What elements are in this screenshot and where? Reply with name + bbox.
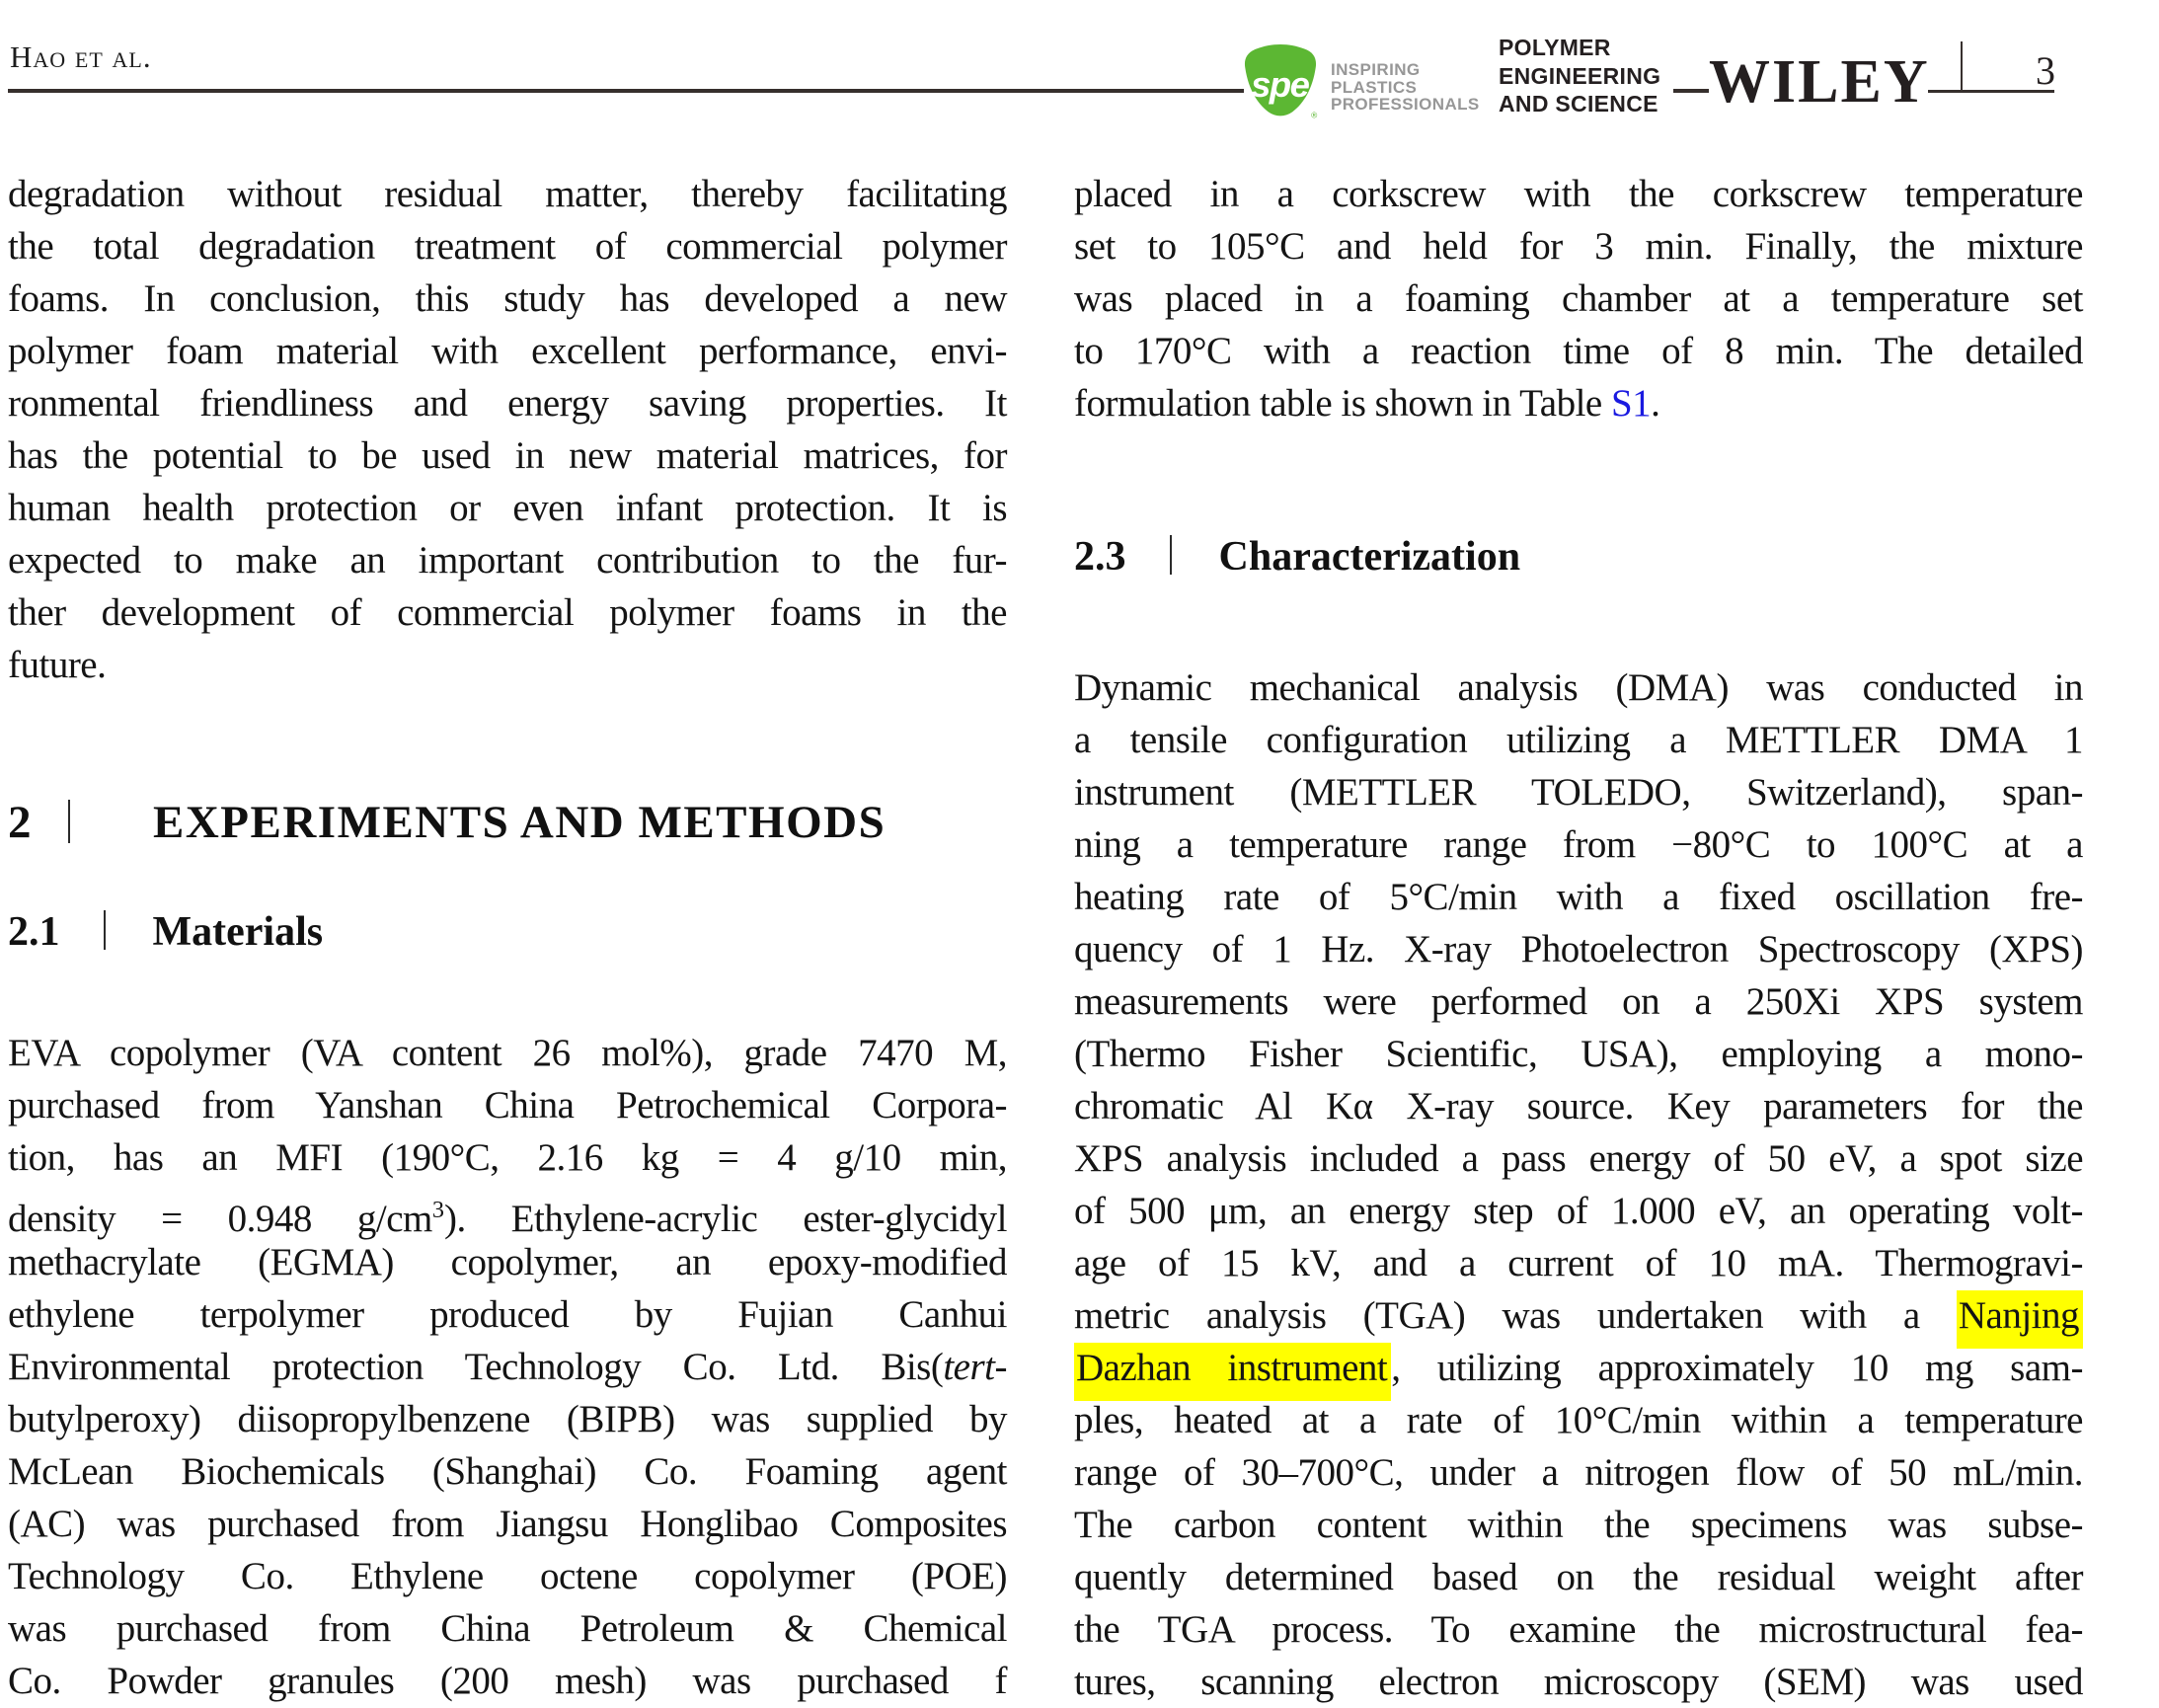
text-run: methacrylate (EGMA) copolymer, an epoxy-modified	[8, 1241, 1007, 1283]
text-line	[1074, 377, 2083, 429]
text-line	[1074, 766, 2083, 818]
spe-tagline-line: INSPIRING	[1331, 60, 1421, 79]
text-run: polymer foam material with excellent performance, envi-	[8, 330, 1007, 372]
text-run: set to 105°C and held for 3 min. Finally, the mixture	[1074, 225, 2083, 268]
text-run: ethylene terpolymer produced by Fujian Canhui	[8, 1293, 1007, 1336]
text-run: metric analysis (TGA) was undertaken with a	[1074, 1294, 1957, 1337]
text-run: .	[1651, 382, 1660, 425]
text-line	[1074, 1394, 2083, 1446]
text-run: foams. In conclusion, this study has developed a new	[8, 277, 1007, 320]
text-run: has the potential to be used in new material matrices, for	[8, 434, 1007, 477]
subsection-heading-characterization	[1074, 533, 2083, 581]
text-line	[1074, 1446, 2083, 1499]
text-run: McLean Biochemicals (Shanghai) Co. Foaming agent	[8, 1450, 1007, 1493]
spe-tagline-line: PLASTICS	[1331, 77, 1418, 97]
text-line	[1074, 923, 2083, 975]
text-run: Technology Co. Ethylene octene copolymer (POE)	[8, 1555, 1007, 1597]
text-run: -	[994, 1346, 1007, 1388]
table-s1-link[interactable]: S1	[1610, 382, 1652, 425]
text-run: EVA copolymer (VA content 26 mol%), grade 7470 M,	[8, 1032, 1007, 1074]
text-line	[1074, 1080, 2083, 1132]
text-run: density = 0.948 g/cm	[8, 1198, 432, 1240]
text-run: was placed in a foaming chamber at a temperature set	[1074, 277, 2083, 320]
text-run: measurements were performed on a 250Xi XPS system	[1074, 980, 2083, 1023]
text-line	[8, 1079, 1007, 1131]
heading-divider	[104, 910, 106, 950]
text-run: the total degradation treatment of commercial polymer	[8, 225, 1007, 268]
text-run: ning a temperature range from −80°C to 100°C at a	[1074, 823, 2083, 866]
subsection-title: Characterization	[1218, 534, 1521, 580]
journal-logo-line: POLYMER	[1499, 35, 1611, 60]
section-title: EXPERIMENTS AND METHODS	[153, 797, 887, 848]
section-number: 2	[8, 797, 33, 848]
text-line	[1074, 714, 2083, 766]
text-line	[8, 1288, 1007, 1341]
text-line	[8, 1131, 1007, 1184]
text-line	[8, 1445, 1007, 1498]
text-line	[1074, 272, 2083, 325]
spe-tagline	[1331, 61, 1480, 114]
text-run: purchased from Yanshan China Petrochemical Corpora-	[8, 1084, 1007, 1126]
header-rule-mid	[1673, 89, 1709, 93]
text-run: chromatic Al Kα X-ray source. Key parameters for the	[1074, 1085, 2083, 1127]
text-run: expected to make an important contribution to the fur-	[8, 539, 1007, 582]
text-line	[8, 377, 1007, 429]
text-line	[8, 482, 1007, 534]
text-line	[1074, 168, 2083, 220]
text-run: range of 30–700°C, under a nitrogen flow of 50 mL/min.	[1074, 1451, 2083, 1494]
text-line	[8, 1550, 1007, 1602]
text-line	[8, 1184, 1007, 1240]
text-line	[1074, 1028, 2083, 1080]
page-number-divider	[1961, 41, 1963, 91]
text-line	[8, 534, 1007, 586]
text-run: to 170°C with a reaction time of 8 min. The detailed	[1074, 330, 2083, 372]
text-run: XPS analysis included a pass energy of 50 eV, a spot size	[1074, 1137, 2083, 1180]
paragraph	[8, 168, 1007, 691]
highlighted-text: Dazhan instrument	[1074, 1343, 1391, 1401]
text-line	[8, 586, 1007, 639]
text-run: Environmental protection Technology Co. Ltd. Bis(	[8, 1346, 944, 1388]
text-run: butylperoxy) diisopropylbenzene (BIPB) was supplied by	[8, 1398, 1007, 1440]
text-run: age of 15 kV, and a current of 10 mA. Thermogravi-	[1074, 1242, 2083, 1284]
text-line	[1074, 871, 2083, 923]
text-run: (AC) was purchased from Jiangsu Honglibao Composites	[8, 1503, 1007, 1545]
text-line	[8, 168, 1007, 220]
text-run: formulation table is shown in Table	[1074, 382, 1611, 425]
page-number: 3	[2036, 48, 2055, 93]
text-run: quency of 1 Hz. X-ray Photoelectron Spectroscopy (XPS)	[1074, 928, 2083, 970]
journal-logo	[1499, 34, 1660, 118]
text-run: tion, has an MFI (190°C, 2.16 kg = 4 g/10 min,	[8, 1136, 1007, 1179]
subsection-title: Materials	[152, 909, 324, 955]
paragraph	[8, 1027, 1007, 1702]
text-run: a tensile configuration utilizing a METTLER DMA 1	[1074, 719, 2083, 761]
text-line	[8, 639, 1007, 691]
spe-logo-text: spe	[1251, 64, 1309, 106]
text-line	[1074, 1656, 2083, 1708]
section-heading-experiments	[8, 796, 1007, 849]
spe-tagline-line: PROFESSIONALS	[1331, 95, 1480, 114]
heading-divider	[68, 800, 70, 843]
text-line	[8, 1341, 1007, 1393]
text-run: The carbon content within the specimens was subse-	[1074, 1504, 2083, 1546]
running-head: Hao et al.	[10, 39, 152, 74]
highlighted-text: Nanjing	[1957, 1290, 2083, 1349]
text-run: human health protection or even infant protection. It is	[8, 487, 1007, 529]
text-line	[8, 1602, 1007, 1655]
text-line	[8, 1027, 1007, 1079]
text-line	[1074, 1603, 2083, 1656]
text-run: heating rate of 5°C/min with a fixed oscillation fre-	[1074, 876, 2083, 918]
spe-logo-icon	[1240, 44, 1321, 119]
text-line	[1074, 1237, 2083, 1289]
text-line	[8, 272, 1007, 325]
journal-logo-line: AND SCIENCE	[1499, 91, 1658, 116]
wiley-logo: WILEY	[1709, 48, 1930, 116]
heading-divider	[1170, 535, 1172, 575]
text-line	[1074, 1342, 2083, 1394]
text-run: , utilizing approximately 10 mg sam-	[1391, 1347, 2083, 1389]
journal-logo-line: ENGINEERING	[1499, 62, 1661, 89]
text-run: ther development of commercial polymer foams in the	[8, 591, 1007, 634]
text-run: placed in a corkscrew with the corkscrew temperature	[1074, 173, 2083, 215]
text-run: future.	[8, 644, 107, 686]
text-run: quently determined based on the residual weight after	[1074, 1556, 2083, 1598]
text-line	[8, 325, 1007, 377]
text-run: ). Ethylene-acrylic ester-glycidyl	[443, 1198, 1007, 1240]
paragraph	[1074, 661, 2083, 1703]
text-line	[8, 1655, 1007, 1707]
text-run: was purchased from China Petroleum & Chemical	[8, 1607, 1007, 1650]
text-run: degradation without residual matter, thereby facilitating	[8, 173, 1007, 215]
text-run: tures, scanning electron microscopy (SEM) was used	[1074, 1661, 2083, 1703]
text-line	[1074, 220, 2083, 272]
text-line	[1074, 325, 2083, 377]
text-line	[1074, 1132, 2083, 1185]
text-line	[8, 1498, 1007, 1550]
text-line	[8, 220, 1007, 272]
text-run: instrument (METTLER TOLEDO, Switzerland), span-	[1074, 771, 2083, 814]
subsection-heading-materials	[8, 908, 1007, 956]
text-run: 3	[431, 1197, 444, 1223]
text-run: the TGA process. To examine the microstructural fea-	[1074, 1608, 2083, 1651]
text-run: ples, heated at a rate of 10°C/min within a temperature	[1074, 1399, 2083, 1441]
text-line	[1074, 1499, 2083, 1551]
text-line	[8, 429, 1007, 482]
text-run: ronmental friendliness and energy saving properties. It	[8, 382, 1007, 425]
text-run: Dynamic mechanical analysis (DMA) was conducted in	[1074, 666, 2083, 709]
header-rule-left	[8, 89, 1244, 93]
text-run: tert	[943, 1346, 995, 1388]
subsection-number: 2.3	[1074, 534, 1126, 580]
text-line	[1074, 975, 2083, 1028]
text-line	[8, 1393, 1007, 1445]
text-line	[1074, 661, 2083, 714]
paragraph	[1074, 168, 2083, 429]
text-run: Co. Powder granules (200 mesh) was purchased f	[8, 1660, 1007, 1702]
text-line	[1074, 818, 2083, 871]
text-run: (Thermo Fisher Scientific, USA), employing a mono-	[1074, 1033, 2083, 1075]
text-line	[1074, 1185, 2083, 1237]
text-line	[1074, 1551, 2083, 1603]
text-line	[1074, 1289, 2083, 1342]
spe-registered-mark: ®	[1311, 110, 1318, 120]
text-run: of 500 μm, an energy step of 1.000 eV, an operating volt-	[1074, 1190, 2083, 1232]
text-line	[8, 1236, 1007, 1288]
subsection-number: 2.1	[8, 909, 60, 955]
